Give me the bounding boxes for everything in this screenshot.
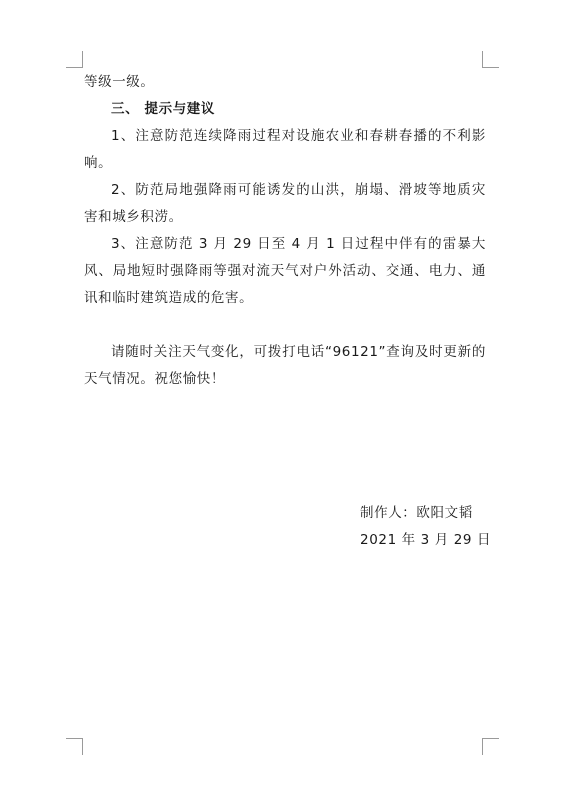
signature-author: 制作人：欧阳文韬: [360, 505, 473, 521]
paragraph-closing-note: 请随时关注天气变化，可拨打电话“96121”查询及时更新的天气情况。祝您愉快！: [84, 344, 486, 387]
crop-mark-bottom-left: [66, 738, 83, 755]
paragraph-tip-2: 2、防范局地强降雨可能诱发的山洪，崩塌、滑坡等地质灾害和城乡积涝。: [84, 182, 486, 225]
paragraph-warning-level: 等级一级。: [84, 74, 155, 90]
paragraph-tip-3: 3、注意防范 3 月 29 日至 4 月 1 日过程中伴有的雷暴大风、局地短时强降雨等强对流天气对户外活动、交通、电力、通讯和临时建筑造成的危害。: [84, 236, 486, 306]
crop-mark-top-left: [66, 51, 83, 68]
section-heading-tips: 三、 提示与建议: [111, 101, 215, 117]
signature-date: 2021 年 3 月 29 日: [360, 532, 492, 548]
crop-mark-bottom-right: [482, 738, 499, 755]
paragraph-spacer: [84, 312, 486, 339]
crop-mark-top-right: [482, 51, 499, 68]
paragraph-tip-1: 1、注意防范连续降雨过程对设施农业和春耕春播的不利影响。: [84, 128, 486, 171]
signature-block: [360, 500, 492, 554]
document-body: [84, 69, 486, 393]
